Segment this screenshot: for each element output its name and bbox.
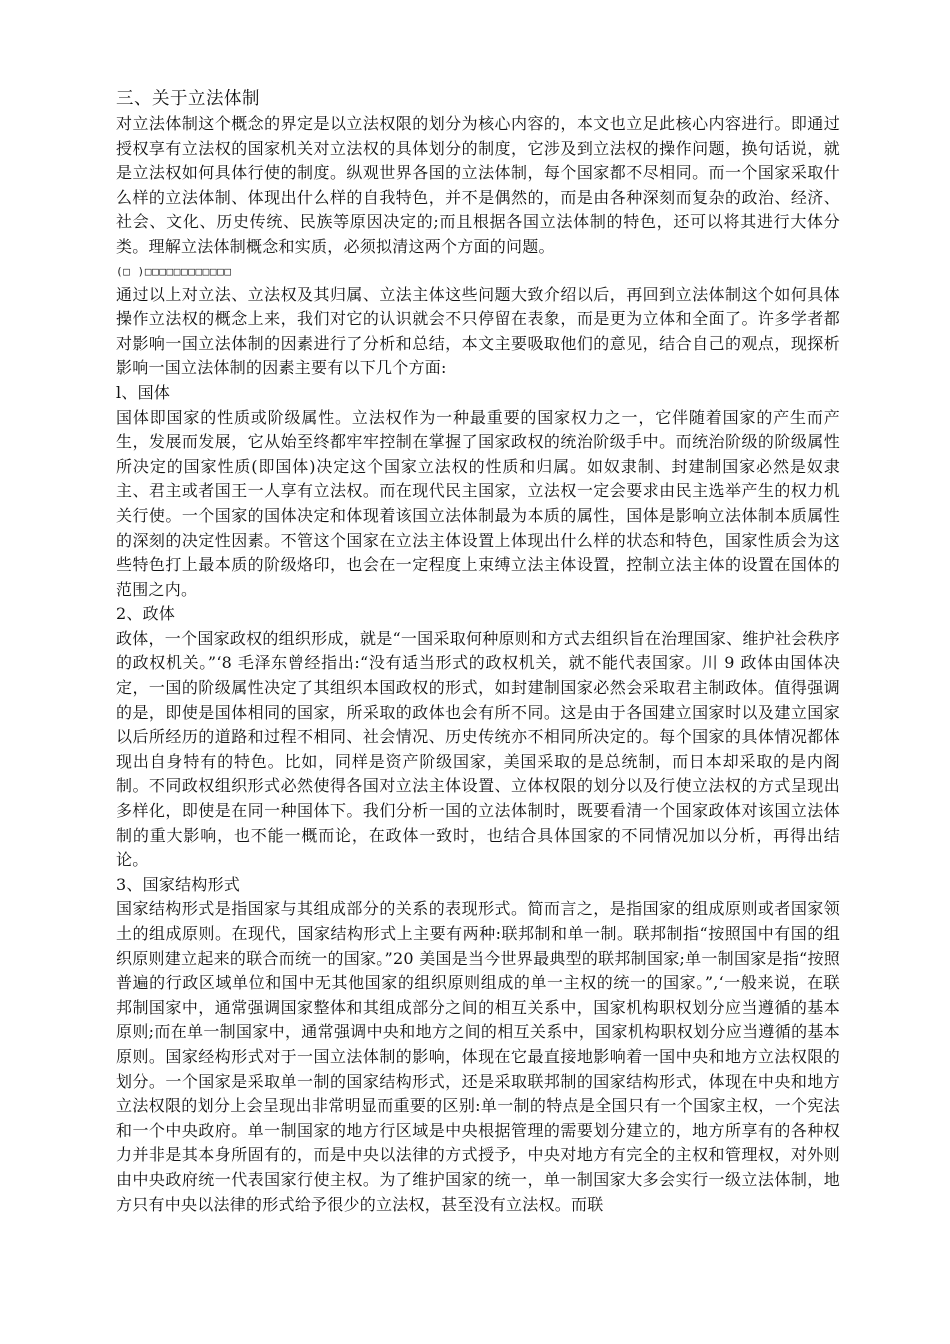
intro-paragraph: 对立法体制这个概念的界定是以立法权限的划分为核心内容的，本文也立足此核心内容进行。即通过授权享有立法权的国家机关对立法权的具体划分的制度，它涉及到立法权的操作问题，换句话说，就是立法权如何具体行使的制度。纵观世界各国的立法体制，每个国家都不尽相同。而一个国家采取什么样的立法体制、体现出什么样的自我特色，并不是偶然的，而是由各种深刻而复杂的政治、经济、社会、文化、历史传统、民族等原因决定的;而且根据各国立法体制的特色，还可以将其进行大体分类。理解立法体制概念和实质，必须拟清这两个方面的问题。 <box>116 114 840 256</box>
garbled-subheading: (□ )□□□□□□□□□□□□ <box>116 264 232 278</box>
section-heading: 三、关于立法体制 <box>116 89 260 109</box>
subsection-body-state-structure: 国家结构形式是指国家与其组成部分的关系的表现形式。简而言之，是指国家的组成原则或者国家领土的组成原则。在现代，国家结构形式上主要有两种:联邦制和单一制。联邦制指“按照国中有国的组织原则建立起来的联合而统一的国家。”20 美国是当今世界最典型的联邦制国家;单一制国家是指“按照普遍的行政区域单位和国中无其他国家的组织原则组成的单一主权的统一的国家。”,‘一般来说，在联邦制国家中，通常强调国家整体和其组成部分之间的相互关系中，国家机构职权划分应当遵循的基本原则;而在单一制国家中，通常强调中央和地方之间的相互关系中，国家机构职权划分应当遵循的基本原则。国家经构形式对于一国立法体制的影响，体现在它最直接地影响着一国中央和地方立法权限的划分。一个国家是采取单一制的国家结构形式，还是采取联邦制的国家结构形式，体现在中央和地方立法权限的划分上会呈现出非常明显而重要的区别:单一制的特点是全国只有一个国家主权，一个宪法和一个中央政府。单一制国家的地方行区域是中央根据管理的需要划分建立的，地方所享有的各种权力并非是其本身所固有的，而是中央以法律的方式授予，中央对地方有完全的主权和管理权，对外则由中央政府统一代表国家行使主权。为了维护国家的统一，单一制国家大多会实行一级立法体制，地方只有中央以法律的形式给予很少的立法权，甚至没有立法权。而联 <box>116 899 840 1214</box>
subsection-title-government-system: 2、政体 <box>116 604 176 624</box>
subsection-body-state-system: 国体即国家的性质或阶级属性。立法权作为一种最重要的国家权力之一，它伴随着国家的产生而产生，发展而发展，它从始至终都牢牢控制在掌握了国家政权的统治阶级手中。而统治阶级的阶级属性所决定的国家性质(即国体)决定这个国家立法权的性质和归属。如奴隶制、封建制国家必然是奴隶主、君主或者国王一人享有立法权。而在现代民主国家，立法权一定会要求由民主选举产生的权力机关行使。一个国家的国体决定和体现着该国立法体制最为本质的属性，国体是影响立法体制本质属性的深刻的决定性因素。不管这个国家在立法主体设置上体现出什么样的状态和特色，国家性质会为这些特色打上最本质的阶级烙印，也会在一定程度上束缚立法主体设置，控制立法主体的设置在国体的范围之内。 <box>116 407 840 599</box>
subsection-body-government-system: 政体，一个国家政权的组织形成，就是“一国采取何种原则和方式去组织旨在治理国家、维护社会秩序的政权机关。”‘8 毛泽东曾经指出:“没有适当形式的政权机关，就不能代表国家。川 9 政体由国体决定，一国的阶级属性决定了其组织本国政权的形式，如封建制国家必然会采取君主制政体。值得强调的是，即使是国体相同的国家，所采取的政体也会有所不同。这是由于各国建立国家时以及建立国家以后所经历的道路和过程不相同、社会情况、历史传统亦不相同所决定的。每个国家的具体情况都体现出自身特有的特色。比如，同样是资产阶级国家，美国采取的是总统制，而日本却采取的是内阁制。不同政权组织形式必然使得各国对立法主体设置、立体权限的划分以及行使立法权的方式呈现出多样化，即使是在同一种国体下。我们分析一国的立法体制时，既要看清一个国家政体对该国立法体制的重大影响，也不能一概而论，在政体一致时，也结合具体国家的不同情况加以分析，再得出结论。 <box>116 628 840 870</box>
document-body <box>116 86 840 1217</box>
subsection-title-state-system: l、国体 <box>116 382 171 402</box>
subsection-title-state-structure: 3、国家结构形式 <box>116 874 241 894</box>
overview-paragraph: 通过以上对立法、立法权及其归属、立法主体这些问题大致介绍以后，再回到立法体制这个如何具体操作立法权的概念上来，我们对它的认识就会不只停留在表象，而是更为立体和全面了。许多学者都对影响一国立法体制的因素进行了分析和总结，本文主要吸取他们的意见，结合自己的观点，现探析影响一国立法体制的因素主要有以下几个方面: <box>116 284 840 378</box>
